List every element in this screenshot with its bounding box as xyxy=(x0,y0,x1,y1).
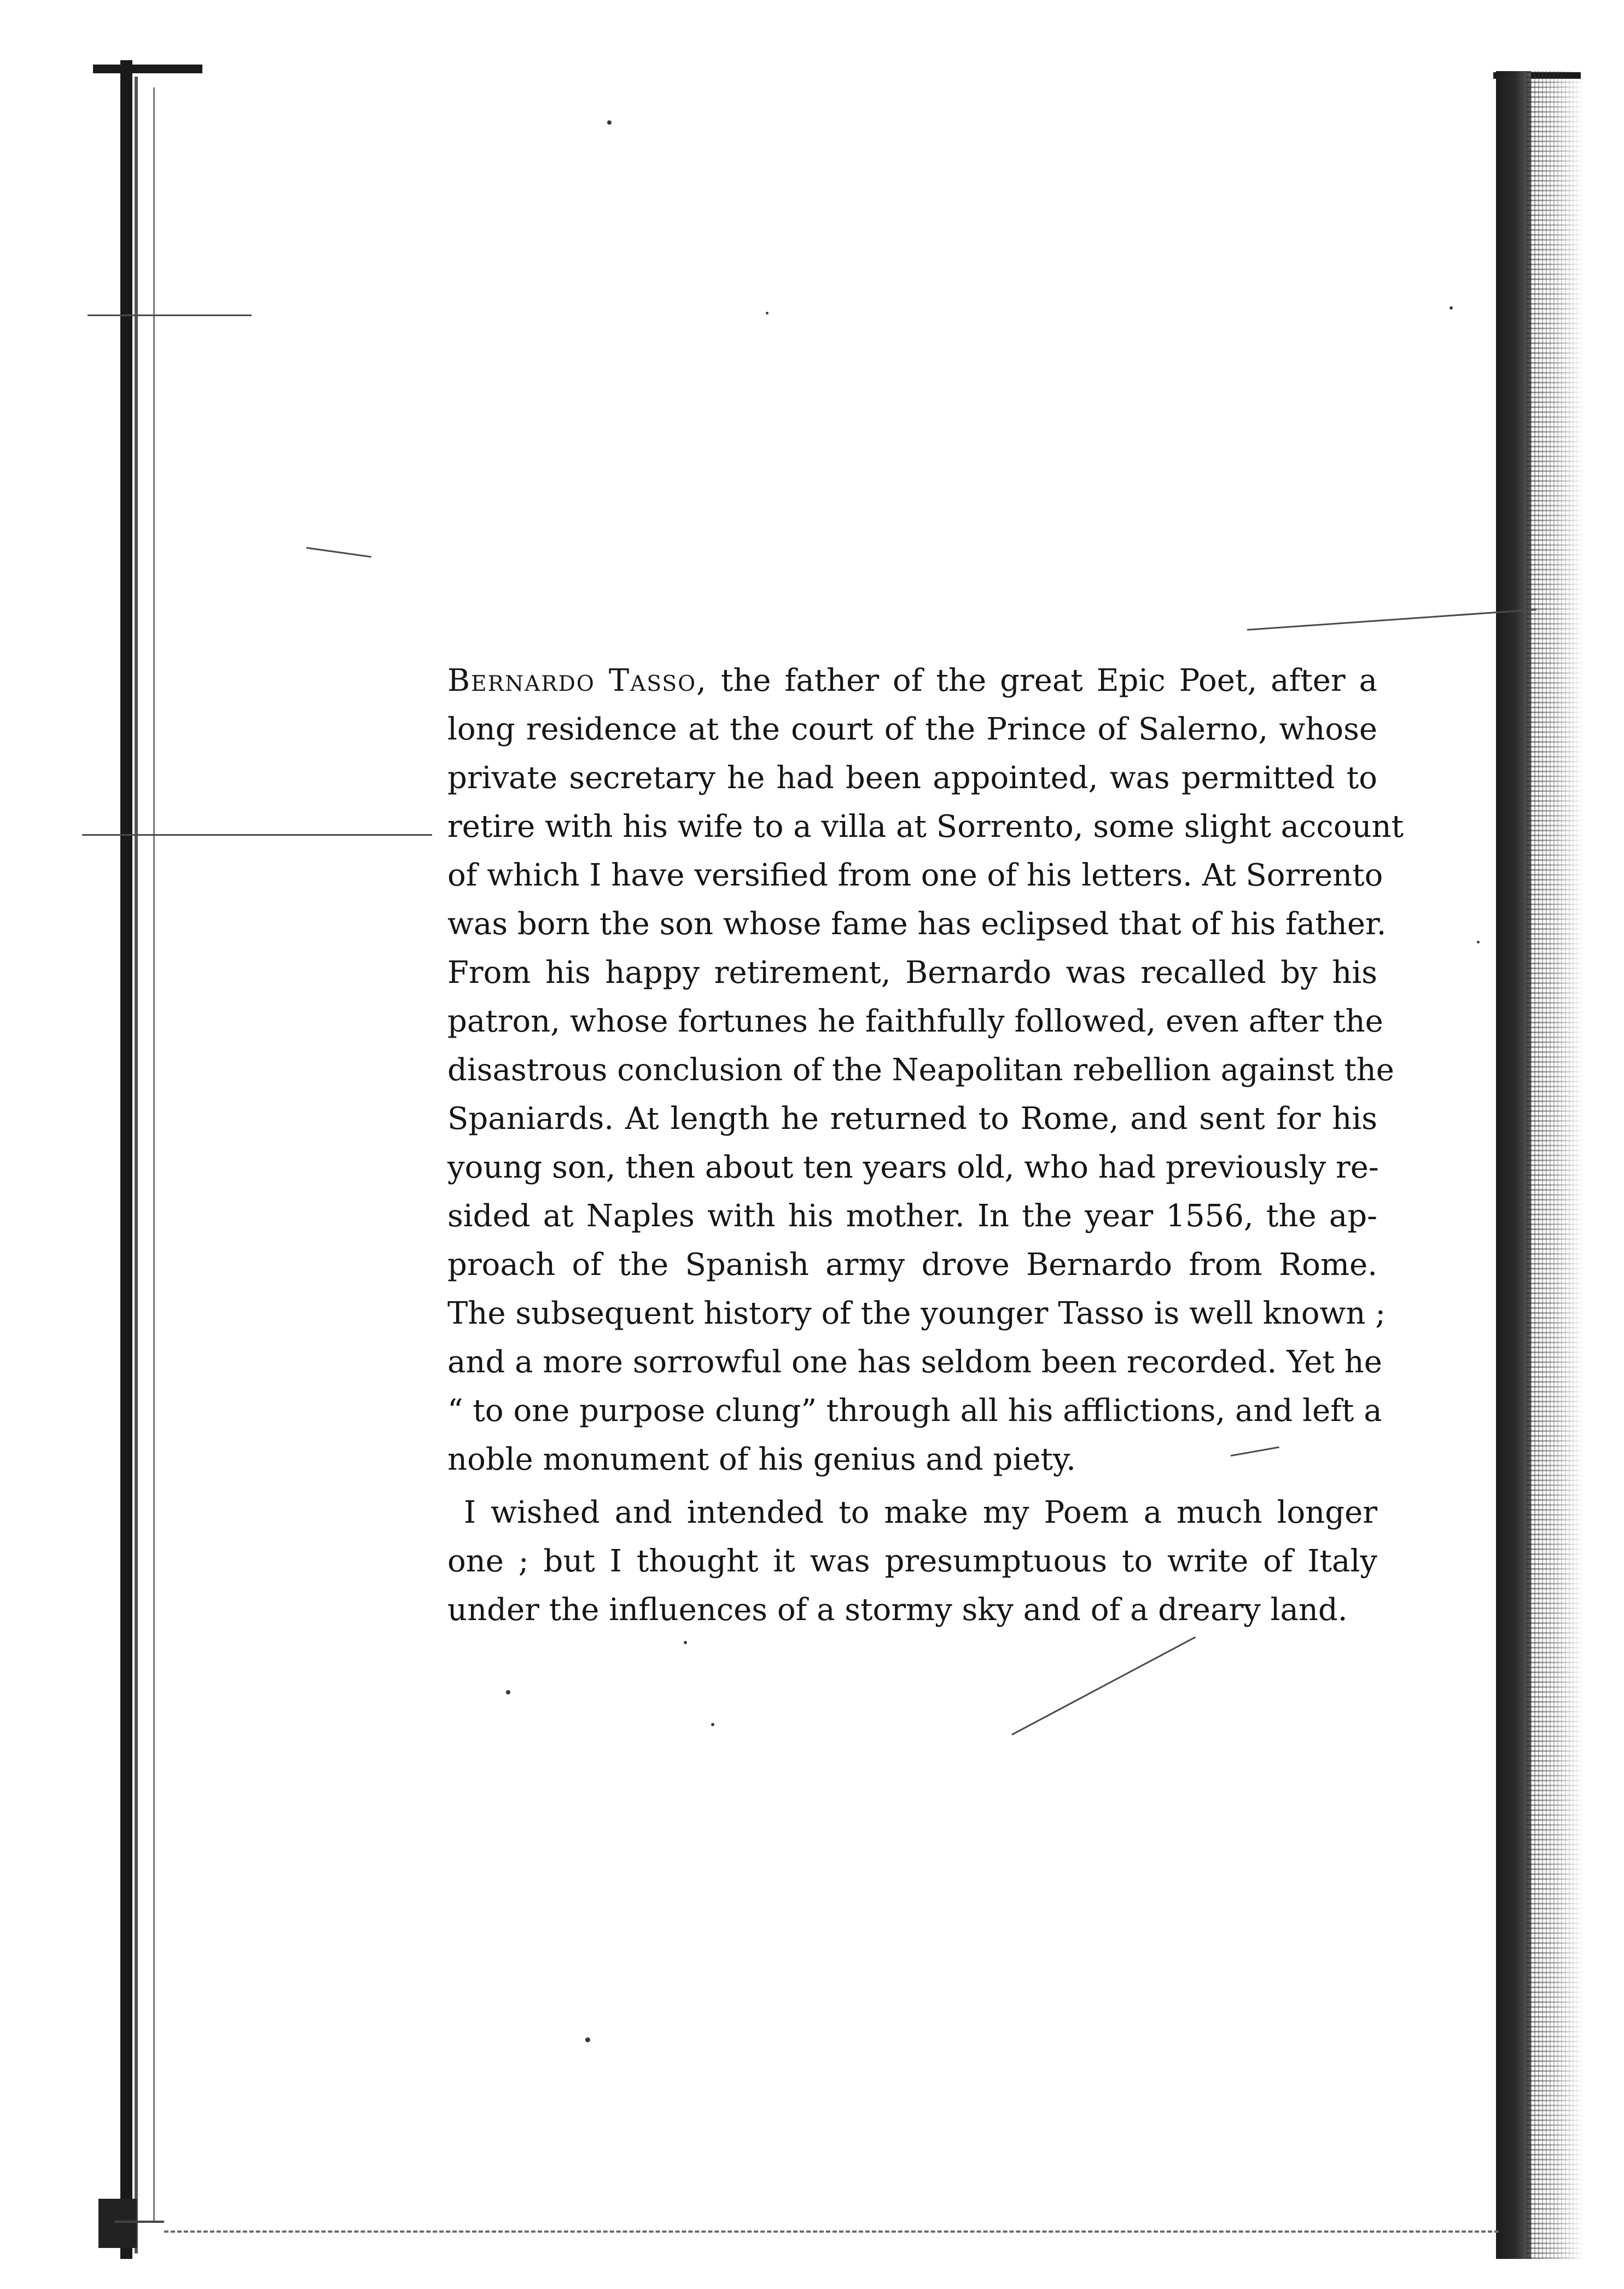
stray-dot xyxy=(766,312,769,314)
text-line: was born the son whose fame has eclipsed that of his father. xyxy=(447,906,1387,942)
stray-mark xyxy=(82,834,432,836)
line-text: the father of the great Epic Poet, after a xyxy=(720,663,1377,698)
text-line: disastrous conclusion of the Neapolitan rebellion against the xyxy=(447,1052,1394,1088)
text-line: and a more sorrowful one has seldom been recorded. Yet he xyxy=(447,1344,1382,1380)
text-line: “ to one purpose clung” through all his afflictions, and left a xyxy=(447,1393,1382,1429)
text-line xyxy=(447,656,1377,705)
stray-dot xyxy=(607,120,612,125)
paragraph-2 xyxy=(447,1488,1377,1634)
stray-mark xyxy=(1011,1636,1196,1735)
text-line: long residence at the court of the Prince of Salerno, whose xyxy=(447,712,1377,747)
text-line: sided at Naples with his mother. In the year 1556, the ap- xyxy=(447,1198,1377,1234)
text-line: private secretary he had been appointed, was permitted to xyxy=(447,760,1377,796)
text-line: From his happy retirement, Bernardo was recalled by his xyxy=(447,955,1377,991)
text-line: young son, then about ten years old, who had previously re- xyxy=(447,1150,1379,1185)
text-line: proach of the Spanish army drove Bernardo from Rome. xyxy=(447,1247,1377,1283)
paragraph-1 xyxy=(447,656,1404,1484)
text-line: of which I have versified from one of his letters. At Sorrento xyxy=(447,858,1383,893)
text-line: noble monument of his genius and piety. xyxy=(447,1442,1076,1477)
name-tasso: Tasso, xyxy=(608,663,707,698)
stray-mark xyxy=(88,314,252,316)
stray-dot xyxy=(1477,941,1480,943)
stray-dot xyxy=(1450,306,1453,310)
stray-dot xyxy=(585,2037,590,2042)
text-line: I wished and intended to make my Poem a much longer xyxy=(464,1495,1377,1530)
text-line: Spaniards. At length he returned to Rome, and sent for his xyxy=(447,1101,1377,1137)
scan-edge-right xyxy=(1496,71,1584,2259)
text-line: under the influences of a stormy sky and of a dreary land. xyxy=(447,1592,1348,1628)
text-line: retire with his wife to a villa at Sorrento, some slight account xyxy=(447,809,1404,844)
scan-edge-left xyxy=(82,55,175,2259)
text-line: one ; but I thought it was presumptuous to write of Italy xyxy=(447,1544,1377,1579)
stray-mark xyxy=(1247,609,1536,631)
scan-edge-bottom xyxy=(164,2230,1499,2233)
stray-dot xyxy=(684,1641,687,1644)
stray-dot xyxy=(506,1690,510,1694)
body-text xyxy=(447,656,1404,1634)
text-line: The subsequent history of the younger Tasso is well known ; xyxy=(447,1296,1386,1331)
text-line: patron, whose fortunes he faithfully followed, even after the xyxy=(447,1004,1383,1039)
stray-mark xyxy=(306,547,371,558)
name-bernardo: Bernardo xyxy=(447,663,595,698)
stray-dot xyxy=(711,1723,714,1726)
